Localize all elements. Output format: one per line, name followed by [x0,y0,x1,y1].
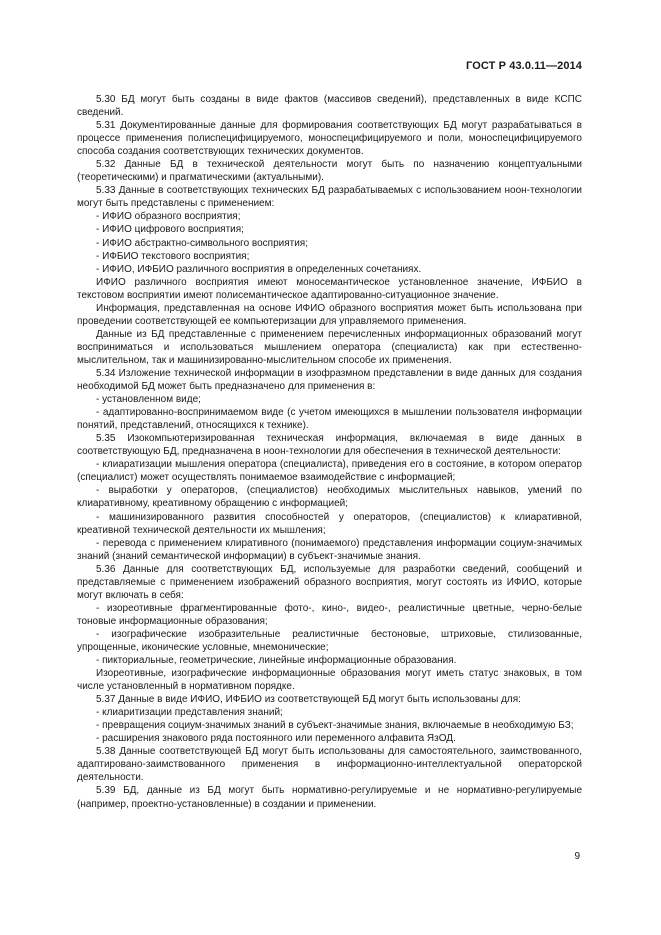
paragraph: Данные из БД представленные с применением перечисленных информационных образований могут восприниматься и использоваться мышлением оператора (специалиста) как при естественно-мыслительном, так и машинизированно-мыслительном способе их применения. [77,328,582,366]
paragraph: 5.34 Изложение технической информации в изофразмном представлении в виде данных для создания необходимой БД может быть предназначено для применения в: [77,367,582,393]
page-number: 9 [574,851,580,862]
paragraph: ИФИО различного восприятия имеют моносемантическое установленное значение, ИФБИО в текстовом восприятии имеют полисемантическое адаптированно-ситуационное значение. [77,276,582,301]
paragraph: 5.38 Данные соответствующей БД могут быть использованы для самостоятельного, заимствованного, адаптировано-заимствованного применения в информационно-интеллектуальной операторской деятельности. [77,746,582,784]
list-item: - ИФИО, ИФБИО различного восприятия в определенных сочетаниях. [96,263,422,275]
list-item: - пиктoриальные, геометрические, линейные информационные образования. [96,655,457,667]
list-item: - расширения знакового ряда постоянного или переменного алфавита ЯзОД. [96,733,456,745]
paragraph: 5.36 Данные для соответствующих БД, используемые для разработки сведений, сообщений и представляемые с применением изображений образного восприятия, могут состоять из ИФИО, которые могут включать в себя: [77,563,582,601]
list-item: - ИФИО образного восприятия; [96,211,241,223]
list-item: - клиаритизации представления знаний; [96,707,283,719]
list-item: - ИФИО цифрового восприятия; [96,224,244,236]
paragraph: 5.32 Данные БД в технической деятельности могут быть по назначению концептуальными (теоретическими) и прагматическими (актуальными). [77,159,582,184]
list-item: - превращения социум-значимых знаний в субъект-значимые знания, включаемые в необходимую БЗ; [96,720,574,732]
list-item: - перевода с применением клиративного (понимаемого) представления информации социум-значимых знаний (знаний семантической информации) в субъект-значимые знания. [77,537,582,562]
paragraph: 5.31 Документированные данные для формирования соответствующих БД могут разрабатываться в процессе применения полиспецифицируемого, моноспецифицируемого и поли, моноспецифицируемого способа создания соответствующих технических документов. [77,120,582,158]
paragraph: Изореотивные, изографические информационные образования могут иметь статус знаковых, в том числе установленный в нормативном порядке. [77,668,582,693]
list-item: - адаптированно-воспринимаемом виде (с учетом имеющихся в мышлении пользователя информации понятий, представлений, относящихся к технике). [77,407,582,432]
list-item: - ИФИО абстрактно-символьного восприятия; [96,237,309,249]
paragraph: 5.35 Изокомпьютеризированная техническая информация, включаемая в виде данных в соответствующую БД, предназначена в ноон-технологии для обеспечения в технической деятельности: [77,433,582,458]
paragraph: 5.37 Данные в виде ИФИО, ИФБИО из соответствующей БД могут быть использованы для: [96,694,521,706]
paragraph: Информация, представленная на основе ИФИО образного восприятия может быть использована при проведении соответствующей ее компьютеризации для управляемого применения. [77,302,582,327]
paragraph: 5.33 Данные в соответствующих технических БД разрабатываемых с использованием ноон-технологии могут быть представлены с применением: [77,185,582,210]
list-item: - изореотивные фрагментированные фото-, кино-, видео-, реалистичные цветные, черно-белые тоновые информационные образования; [77,602,582,627]
list-item: - изографические изобразительные реалистичные бестоновые, штриховые, стилизованные, упрощенные, иконические условные, мнемонические; [77,628,582,653]
list-item: - ИФБИО текстового восприятия; [96,250,250,262]
document-body [77,93,582,811]
document-code-header: ГОСТ Р 43.0.11—2014 [466,60,582,72]
list-item: - выработки у операторов, (специалистов) необходимых мыслительных навыков, умений по клиаративному, креативному обращению с информацией; [77,485,582,510]
list-item: - установленном виде; [96,394,201,406]
list-item: - машинизированного развития способностей у операторов, (специалистов) к клиаративной, креативной технической деятельности их мышления; [77,511,582,536]
list-item: - клиаратизации мышления оператора (специалиста), приведения его в состояние, в котором оператор (специалист) может осуществлять понимаемое взаимодействие с информацией; [77,459,582,484]
paragraph: 5.30 БД могут быть созданы в виде фактов (массивов сведений), представленных в виде КСПС сведений. [77,94,582,119]
paragraph: 5.39 БД, данные из БД могут быть нормативно-регулируемые и не нормативно-регулируемые (например, проектно-установленные) в создании и применении. [77,785,582,810]
